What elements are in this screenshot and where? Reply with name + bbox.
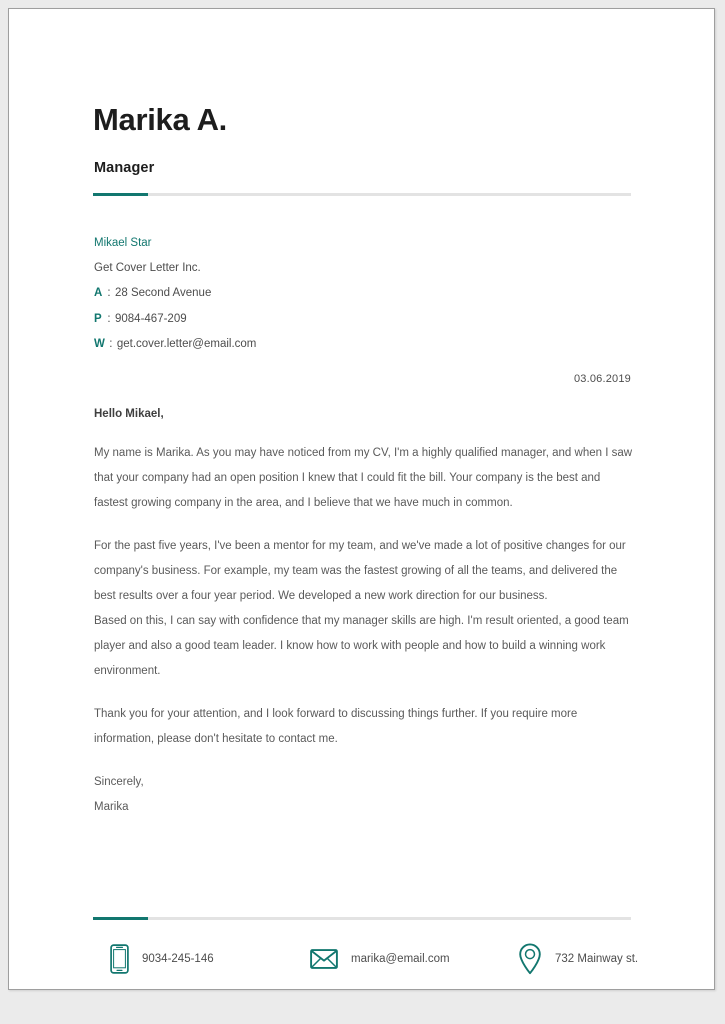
letter-page — [8, 8, 715, 990]
recipient-address: 28 Second Avenue — [115, 287, 212, 300]
letter-greeting: Hello Mikael, — [94, 408, 164, 420]
phone-icon — [110, 944, 129, 974]
footer-address-item — [518, 937, 638, 981]
recipient-web: get.cover.letter@email.com — [116, 337, 257, 350]
recipient-web-row — [94, 332, 514, 357]
recipient-phone-row — [94, 307, 514, 332]
web-label: W — [94, 337, 105, 350]
letter-date: 03.06.2019 — [573, 373, 631, 385]
footer-email-text: marika@email.com — [351, 953, 450, 965]
letter-paragraph-4: Thank you for your attention, and I look forward to discussing things further. If you require more information, please don't hesitate to contact me. — [94, 708, 578, 745]
phone-separator: : — [107, 312, 111, 325]
recipient-block — [94, 231, 514, 357]
recipient-phone: 9084-467-209 — [115, 312, 187, 325]
letter-paragraph-2: For the past five years, I've been a mentor for my team, and we've made a lot of positive changes for our company's business. For example, my team was the fastest growing of all the teams, and delivered the best results over a four year period. We developed a new work direction for our business. — [94, 540, 626, 602]
footer-phone-text: 9034-245-146 — [142, 953, 214, 965]
location-pin-icon — [518, 943, 542, 975]
header-divider-accent — [93, 193, 148, 196]
recipient-name: Mikael Star — [94, 237, 152, 249]
letter-body — [94, 441, 634, 820]
footer-divider-accent — [93, 917, 148, 920]
recipient-address-row — [94, 281, 514, 306]
footer-email-item — [310, 937, 450, 981]
letter-paragraph-3: Based on this, I can say with confidence that my manager skills are high. I'm result oriented, a good team player and also a good team leader. I know how to work with people and how to build a winning work environment. — [94, 615, 629, 677]
header-divider — [93, 193, 631, 196]
footer-contact-bar — [94, 937, 639, 987]
job-title: Manager — [94, 160, 155, 176]
letter-signature: Marika — [94, 801, 129, 813]
recipient-company: Get Cover Letter Inc. — [94, 262, 201, 275]
envelope-icon — [310, 948, 338, 970]
footer-phone-item — [110, 937, 214, 981]
address-separator: : — [107, 287, 111, 300]
footer-address-text: 732 Mainway st. — [555, 953, 639, 965]
phone-label: P — [94, 312, 102, 325]
letter-paragraph-1: My name is Marika. As you may have noticed from my CV, I'm a highly qualified manager, and when I saw that your company had an open position I knew that I could fit the bill. Your company is the best and fastest growing company in the area, and I believe that we have much in common. — [94, 447, 633, 509]
address-label: A — [94, 287, 103, 300]
web-separator: : — [109, 337, 113, 350]
page-title: Marika A. — [93, 102, 227, 137]
letter-content — [93, 9, 639, 989]
footer-divider — [93, 917, 631, 920]
letter-closing: Sincerely, — [94, 776, 144, 788]
